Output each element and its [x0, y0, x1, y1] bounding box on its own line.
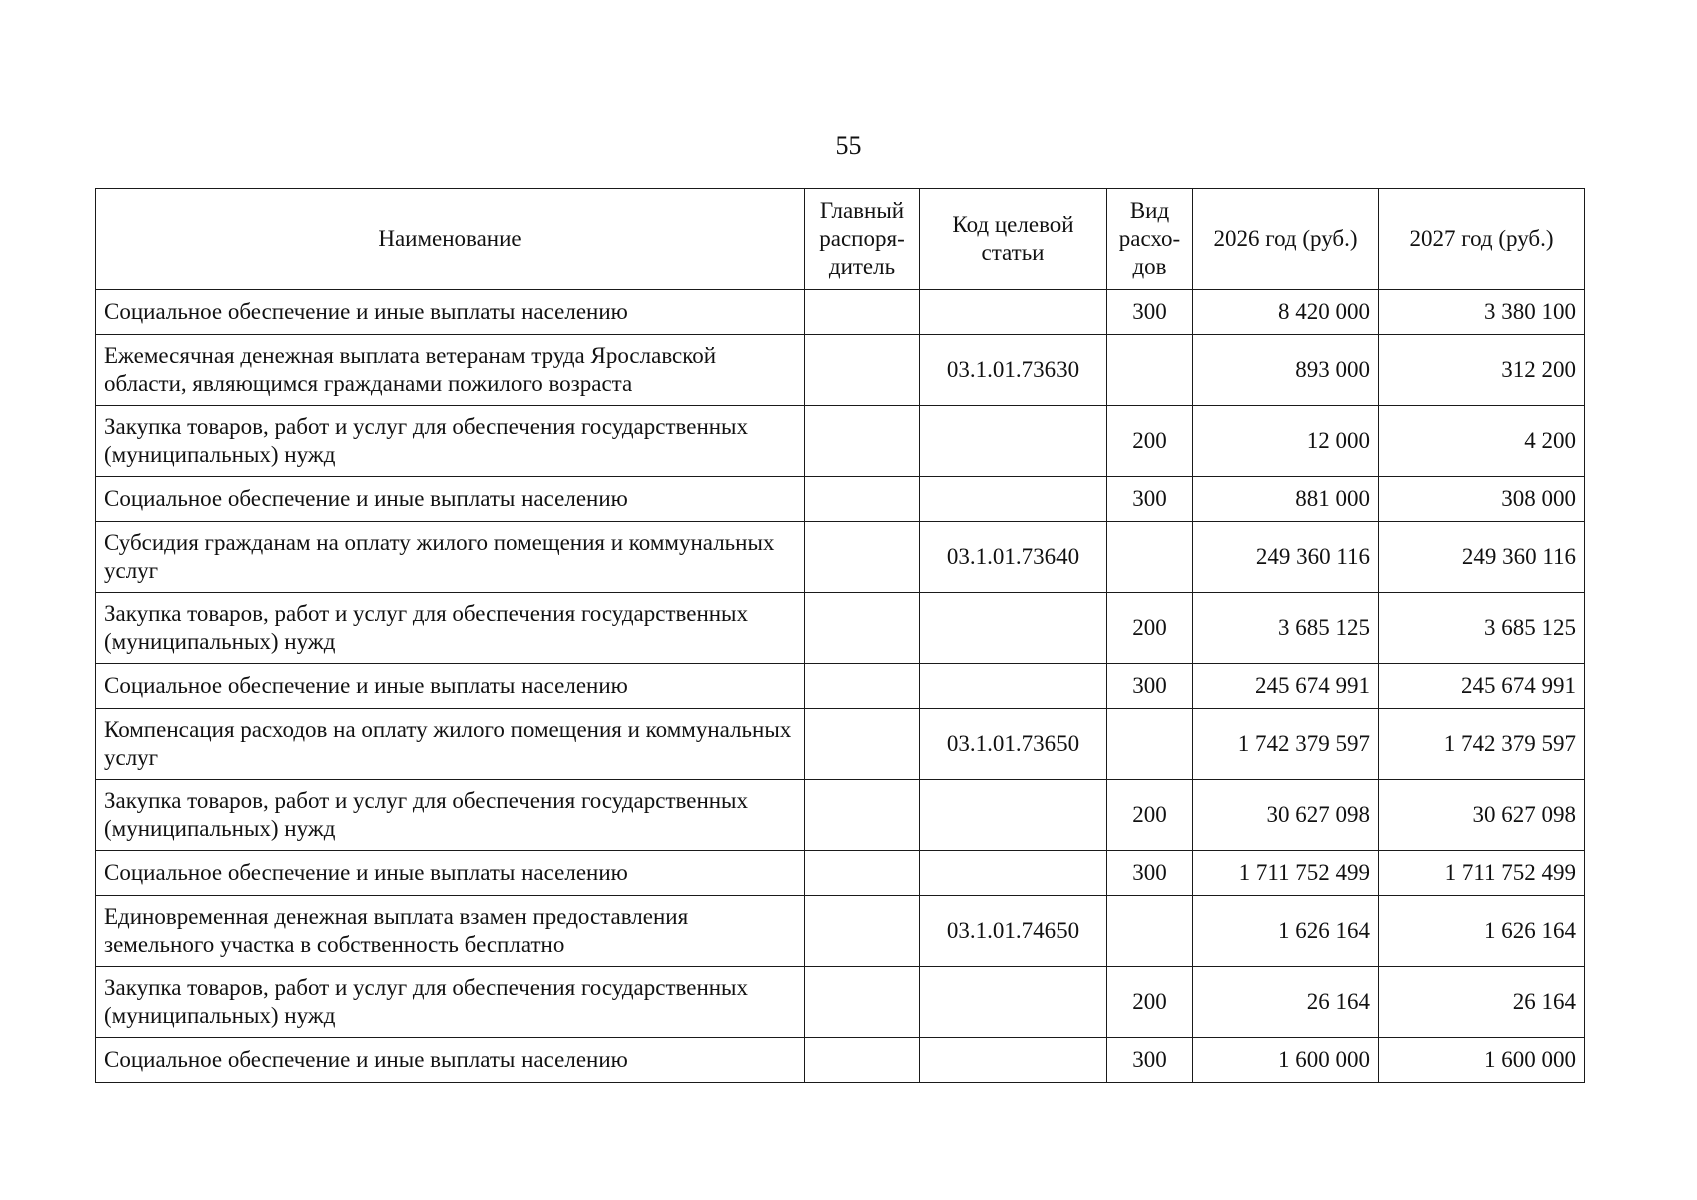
row-manager [805, 522, 920, 593]
header-kind: Вид расхо-дов [1107, 189, 1193, 290]
row-amount-2027: 30 627 098 [1379, 780, 1585, 851]
row-name: Субсидия гражданам на оплату жилого помещения и коммунальных услуг [96, 522, 805, 593]
row-amount-2026: 245 674 991 [1193, 664, 1379, 709]
row-manager [805, 335, 920, 406]
row-amount-2027: 1 600 000 [1379, 1038, 1585, 1083]
row-code [920, 406, 1107, 477]
row-code [920, 1038, 1107, 1083]
row-amount-2027: 1 626 164 [1379, 896, 1585, 967]
table-row [96, 406, 1585, 477]
row-amount-2026: 8 420 000 [1193, 290, 1379, 335]
table-row [96, 664, 1585, 709]
row-code: 03.1.01.73630 [920, 335, 1107, 406]
row-amount-2027: 308 000 [1379, 477, 1585, 522]
row-kind: 200 [1107, 780, 1193, 851]
table-row [96, 335, 1585, 406]
row-name: Социальное обеспечение и иные выплаты населению [96, 477, 805, 522]
row-amount-2027: 26 164 [1379, 967, 1585, 1038]
header-year-2027: 2027 год (руб.) [1379, 189, 1585, 290]
header-code: Код целевой статьи [920, 189, 1107, 290]
row-name: Закупка товаров, работ и услуг для обеспечения государственных (муниципальных) нужд [96, 406, 805, 477]
row-amount-2027: 312 200 [1379, 335, 1585, 406]
row-name: Ежемесячная денежная выплата ветеранам труда Ярославской области, являющимся гражданами пожилого возраста [96, 335, 805, 406]
row-amount-2027: 3 685 125 [1379, 593, 1585, 664]
row-amount-2026: 3 685 125 [1193, 593, 1379, 664]
row-kind [1107, 335, 1193, 406]
row-kind: 300 [1107, 664, 1193, 709]
row-kind [1107, 522, 1193, 593]
row-kind: 300 [1107, 290, 1193, 335]
row-name: Закупка товаров, работ и услуг для обеспечения государственных (муниципальных) нужд [96, 780, 805, 851]
row-code [920, 290, 1107, 335]
table-row [96, 1038, 1585, 1083]
table-row [96, 290, 1585, 335]
row-amount-2027: 3 380 100 [1379, 290, 1585, 335]
budget-table [95, 188, 1585, 1083]
table-row [96, 709, 1585, 780]
row-code [920, 780, 1107, 851]
row-kind [1107, 709, 1193, 780]
row-amount-2026: 30 627 098 [1193, 780, 1379, 851]
header-manager: Главный распоря-дитель [805, 189, 920, 290]
row-amount-2026: 1 742 379 597 [1193, 709, 1379, 780]
row-manager [805, 709, 920, 780]
row-name: Закупка товаров, работ и услуг для обеспечения государственных (муниципальных) нужд [96, 967, 805, 1038]
row-manager [805, 851, 920, 896]
row-code: 03.1.01.73650 [920, 709, 1107, 780]
header-year-2026: 2026 год (руб.) [1193, 189, 1379, 290]
row-amount-2026: 881 000 [1193, 477, 1379, 522]
row-manager [805, 664, 920, 709]
table-row [96, 593, 1585, 664]
row-manager [805, 406, 920, 477]
row-amount-2026: 1 600 000 [1193, 1038, 1379, 1083]
row-kind: 200 [1107, 593, 1193, 664]
row-manager [805, 593, 920, 664]
row-manager [805, 290, 920, 335]
row-kind: 200 [1107, 406, 1193, 477]
row-kind: 300 [1107, 477, 1193, 522]
row-code [920, 664, 1107, 709]
row-name: Закупка товаров, работ и услуг для обеспечения государственных (муниципальных) нужд [96, 593, 805, 664]
row-amount-2027: 245 674 991 [1379, 664, 1585, 709]
row-amount-2026: 26 164 [1193, 967, 1379, 1038]
row-name: Социальное обеспечение и иные выплаты населению [96, 1038, 805, 1083]
row-kind: 300 [1107, 1038, 1193, 1083]
row-manager [805, 780, 920, 851]
row-amount-2027: 1 711 752 499 [1379, 851, 1585, 896]
table-row [96, 967, 1585, 1038]
row-name: Социальное обеспечение и иные выплаты населению [96, 664, 805, 709]
table-row [96, 851, 1585, 896]
row-kind: 200 [1107, 967, 1193, 1038]
row-manager [805, 967, 920, 1038]
row-manager [805, 1038, 920, 1083]
row-name: Единовременная денежная выплата взамен предоставления земельного участка в собственность бесплатно [96, 896, 805, 967]
row-amount-2026: 249 360 116 [1193, 522, 1379, 593]
row-amount-2026: 893 000 [1193, 335, 1379, 406]
row-kind [1107, 896, 1193, 967]
table-row [96, 522, 1585, 593]
page-number: 55 [835, 131, 862, 160]
row-name: Социальное обеспечение и иные выплаты населению [96, 851, 805, 896]
row-code: 03.1.01.74650 [920, 896, 1107, 967]
row-manager [805, 896, 920, 967]
row-name: Социальное обеспечение и иные выплаты населению [96, 290, 805, 335]
row-manager [805, 477, 920, 522]
row-amount-2026: 1 711 752 499 [1193, 851, 1379, 896]
row-amount-2027: 1 742 379 597 [1379, 709, 1585, 780]
row-amount-2027: 4 200 [1379, 406, 1585, 477]
row-code [920, 851, 1107, 896]
row-code [920, 967, 1107, 1038]
table-row [96, 780, 1585, 851]
table-header-row [96, 189, 1585, 290]
row-name: Компенсация расходов на оплату жилого помещения и коммунальных услуг [96, 709, 805, 780]
row-amount-2027: 249 360 116 [1379, 522, 1585, 593]
row-code [920, 593, 1107, 664]
row-amount-2026: 1 626 164 [1193, 896, 1379, 967]
row-amount-2026: 12 000 [1193, 406, 1379, 477]
table-row [96, 896, 1585, 967]
row-code [920, 477, 1107, 522]
row-code: 03.1.01.73640 [920, 522, 1107, 593]
table-row [96, 477, 1585, 522]
row-kind: 300 [1107, 851, 1193, 896]
header-name: Наименование [96, 189, 805, 290]
